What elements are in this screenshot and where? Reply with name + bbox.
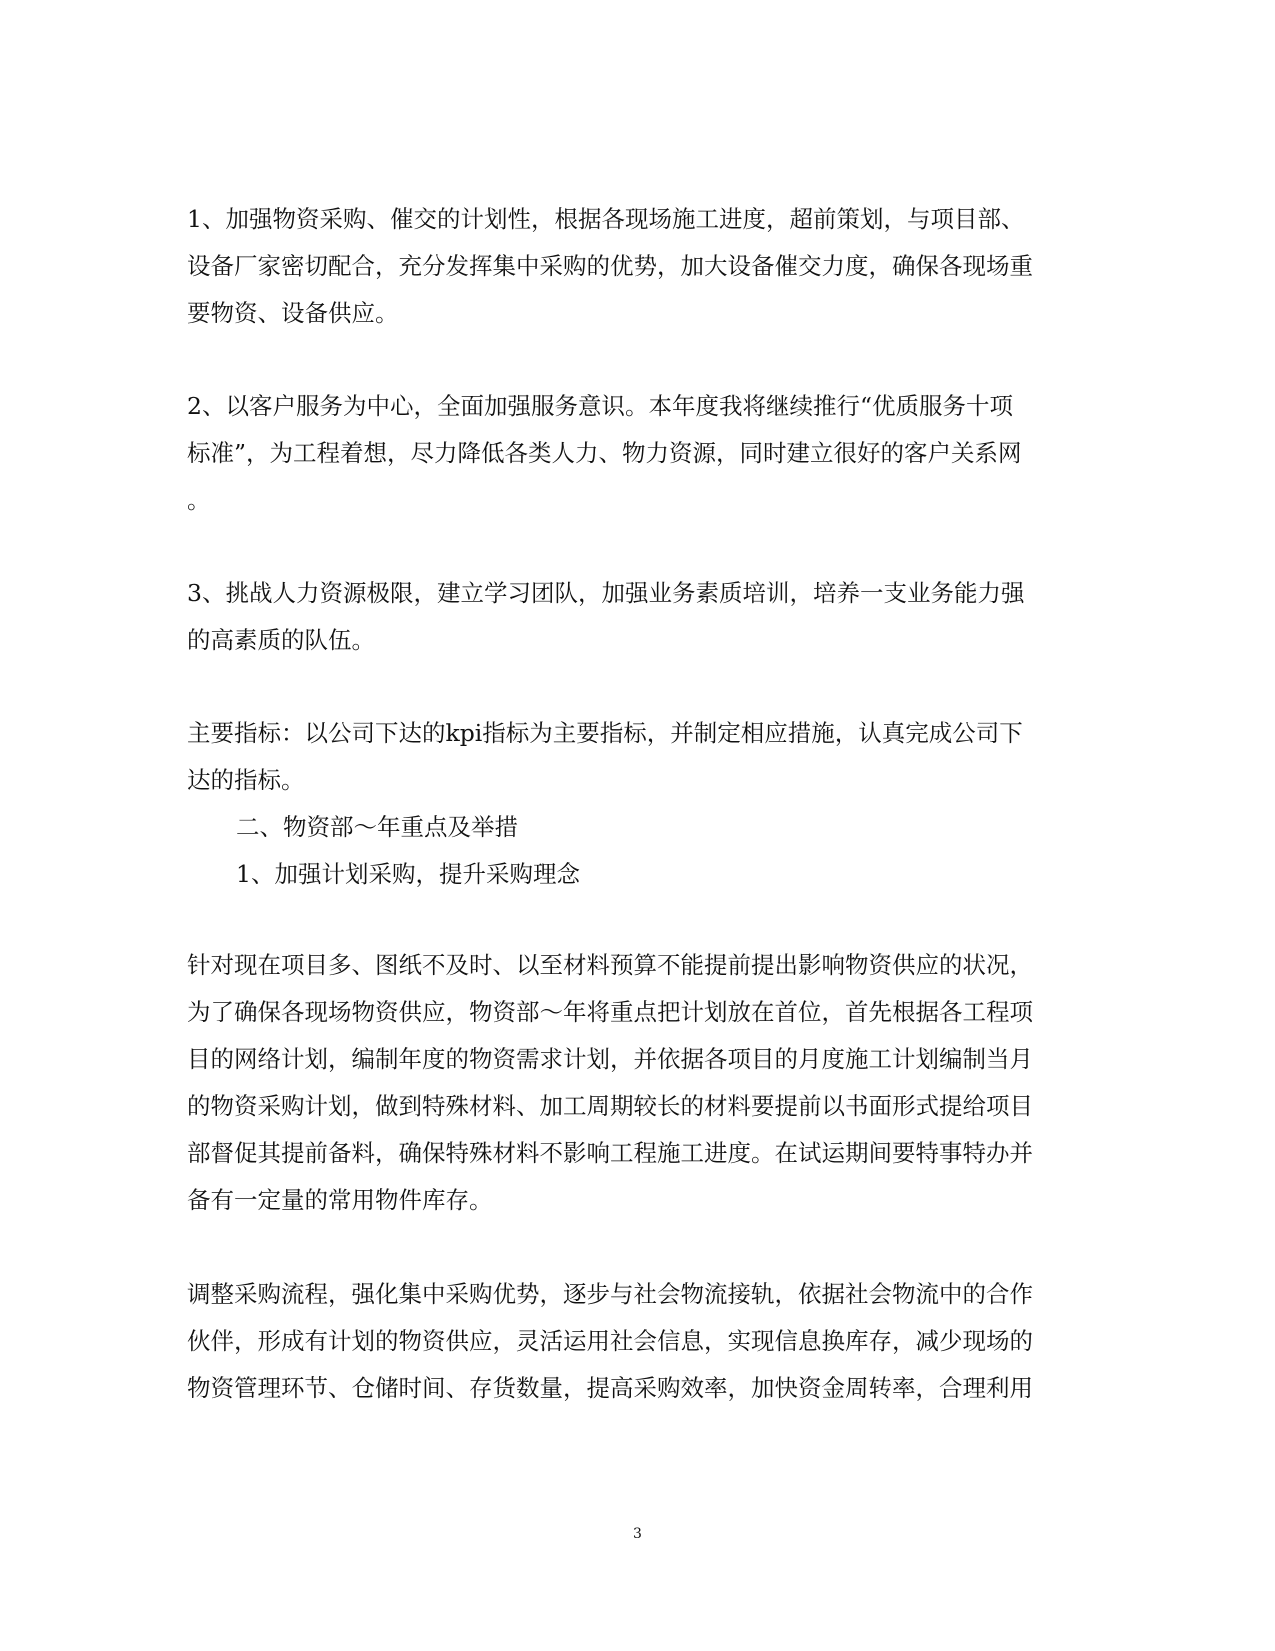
paragraph-6-line-1: 针对现在项目多、图纸不及时、以至材料预算不能提前提出影响物资供应的状况， [187, 951, 1033, 979]
section-subheading: 1、加强计划采购，提升采购理念 [236, 860, 580, 888]
paragraph-2-line-3: 。 [187, 486, 211, 514]
paragraph-3-line-2: 的高素质的队伍。 [187, 626, 375, 654]
paragraph-6-line-6: 备有一定量的常用物件库存。 [187, 1186, 493, 1214]
paragraph-7-line-3: 物资管理环节、仓储时间、存货数量，提高采购效率，加快资金周转率，合理利用 [187, 1374, 1033, 1402]
paragraph-4-line-2: 达的指标。 [187, 766, 305, 794]
paragraph-6-line-5: 部督促其提前备料，确保特殊材料不影响工程施工进度。在试运期间要特事特办并 [187, 1139, 1033, 1167]
paragraph-2-line-2: 标准”，为工程着想，尽力降低各类人力、物力资源，同时建立很好的客户关系网 [187, 439, 1022, 467]
paragraph-6-line-3: 目的网络计划，编制年度的物资需求计划，并依据各项目的月度施工计划编制当月 [187, 1045, 1033, 1073]
section-heading: 二、物资部～年重点及举措 [236, 813, 518, 841]
paragraph-4-line-1: 主要指标：以公司下达的kpi指标为主要指标，并制定相应措施，认真完成公司下 [187, 719, 1023, 747]
paragraph-7-line-1: 调整采购流程，强化集中采购优势，逐步与社会物流接轨，依据社会物流中的合作 [187, 1280, 1033, 1308]
paragraph-3-line-1: 3、挑战人力资源极限，建立学习团队，加强业务素质培训，培养一支业务能力强 [187, 579, 1025, 607]
paragraph-1-line-2: 设备厂家密切配合，充分发挥集中采购的优势，加大设备催交力度，确保各现场重 [187, 252, 1033, 280]
paragraph-6-line-2: 为了确保各现场物资供应，物资部～年将重点把计划放在首位，首先根据各工程项 [187, 998, 1033, 1026]
paragraph-2-line-1: 2、以客户服务为中心，全面加强服务意识。本年度我将继续推行“优质服务十项 [187, 392, 1013, 420]
paragraph-7-line-2: 伙伴，形成有计划的物资供应，灵活运用社会信息，实现信息换库存，减少现场的 [187, 1327, 1033, 1355]
paragraph-6-line-4: 的物资采购计划，做到特殊材料、加工周期较长的材料要提前以书面形式提给项目 [187, 1092, 1033, 1120]
paragraph-1-line-3: 要物资、设备供应。 [187, 299, 399, 327]
paragraph-1-line-1: 1、加强物资采购、催交的计划性，根据各现场施工进度，超前策划，与项目部、 [187, 205, 1025, 233]
page-number: 3 [633, 1526, 642, 1542]
